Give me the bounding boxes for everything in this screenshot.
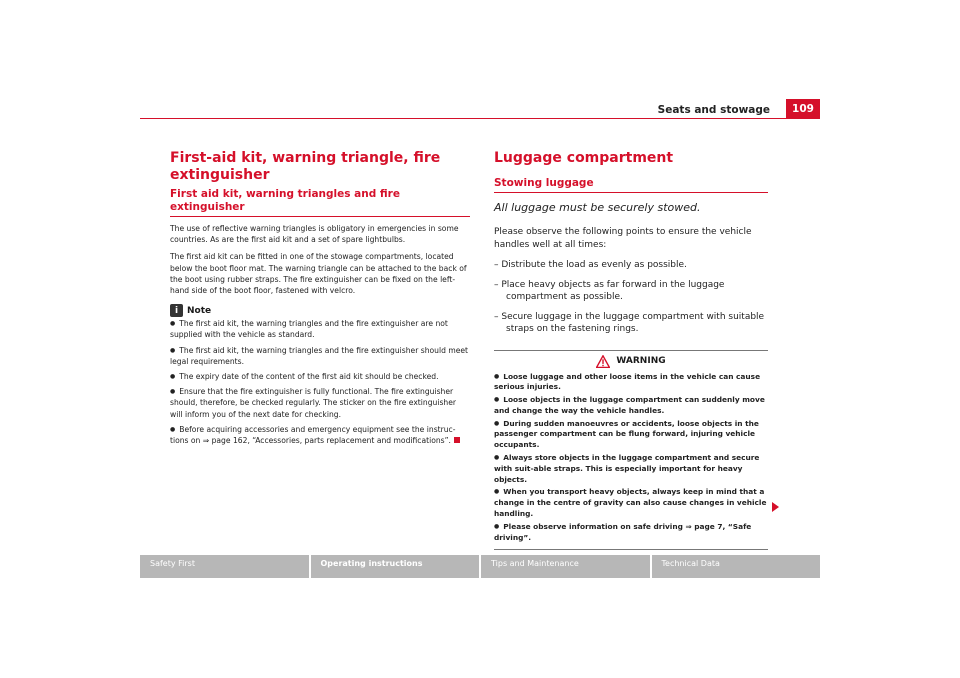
note-label: Note bbox=[187, 305, 212, 316]
right-column bbox=[494, 150, 768, 550]
page-number-badge: 109 bbox=[786, 99, 820, 119]
warning-item: ● Loose objects in the luggage compartment can suddenly move and change the way the vehicle handles. bbox=[494, 395, 768, 417]
note-item-last bbox=[170, 424, 470, 446]
subsection-heading: First aid kit, warning triangles and fire extinguisher bbox=[170, 188, 470, 217]
footer-nav bbox=[140, 555, 820, 578]
header-rule bbox=[140, 118, 820, 119]
warning-item: ● Loose luggage and other loose items in the vehicle can cause serious injuries. bbox=[494, 372, 768, 394]
warning-triangle-icon bbox=[596, 355, 610, 368]
left-column bbox=[170, 150, 470, 450]
warning-item: ● Always store objects in the luggage compartment and secure with suit-able straps. This is especially important for heavy objects. bbox=[494, 453, 768, 485]
step-item: – Place heavy objects as far forward in the luggage compartment as possible. bbox=[494, 279, 725, 302]
note-item: ● The first aid kit, the warning triangles and the fire extinguisher are not supplied with the vehicle as standard. bbox=[170, 318, 470, 340]
paragraph: The use of reflective warning triangles is obligatory in emergencies in some countries. As are the first aid kit and a set of spare lightbulbs. bbox=[170, 224, 459, 245]
continue-arrow-icon bbox=[772, 502, 779, 512]
end-of-section-icon bbox=[454, 437, 460, 443]
intro-paragraph: Please observe the following points to ensure the vehicle handles well at all times: bbox=[494, 227, 752, 250]
note-item: ● The first aid kit, the warning triangles and the fire extinguisher should meet legal requirements. bbox=[170, 345, 470, 367]
warning-item: ● During sudden manoeuvres or accidents, loose objects in the passenger compartment can be flung forward, injuring vehicle occupants. bbox=[494, 419, 768, 451]
step-item: – Distribute the load as evenly as possible. bbox=[494, 260, 687, 270]
warning-item: ● When you transport heavy objects, always keep in mind that a change in the centre of gravity can also cause changes in vehicle handling. bbox=[494, 487, 768, 519]
note-item-text: Before acquiring accessories and emergency equipment see the instruc-tions on ⇒ page 162, “Accessories, parts replacement and modifications”. bbox=[170, 424, 456, 446]
section-heading: Luggage compartment bbox=[494, 150, 674, 166]
step-item: – Secure luggage in the luggage compartment with suitable straps on the fastening rings. bbox=[494, 311, 765, 334]
info-icon: i bbox=[170, 304, 183, 317]
footer-tab-operating-instructions[interactable]: Operating instructions bbox=[311, 555, 480, 578]
note-header bbox=[170, 304, 470, 317]
warning-box bbox=[494, 350, 768, 551]
chapter-title: Seats and stowage bbox=[657, 104, 770, 116]
footer-tab-tips-and-maintenance[interactable]: Tips and Maintenance bbox=[481, 555, 650, 578]
paragraph: The first aid kit can be fitted in one of the stowage compartments, located below the boot floor mat. The warning triangle can be attached to the back of the boot using rubber straps. The fire extinguisher can be fixed on the left-hand side of the boot floor, fastened with velcro. bbox=[170, 252, 467, 296]
subsection-heading: Stowing luggage bbox=[494, 177, 768, 193]
note-item: ● Ensure that the fire extinguisher is fully functional. The fire extinguisher should, therefore, be checked regularly. The sticker on the fire extinguisher will inform you of the next date for checking. bbox=[170, 386, 470, 420]
warning-header bbox=[494, 355, 768, 368]
footer-tab-technical-data[interactable]: Technical Data bbox=[652, 555, 821, 578]
note-item: ● The expiry date of the content of the first aid kit should be checked. bbox=[170, 371, 470, 382]
footer-tab-safety-first[interactable]: Safety First bbox=[140, 555, 309, 578]
warning-label: WARNING bbox=[616, 356, 666, 366]
section-heading: First-aid kit, warning triangle, fire extinguisher bbox=[170, 150, 441, 183]
warning-item: ● Please observe information on safe driving ⇒ page 7, “Safe driving”. bbox=[494, 522, 768, 544]
lead-text: All luggage must be securely stowed. bbox=[494, 201, 701, 214]
